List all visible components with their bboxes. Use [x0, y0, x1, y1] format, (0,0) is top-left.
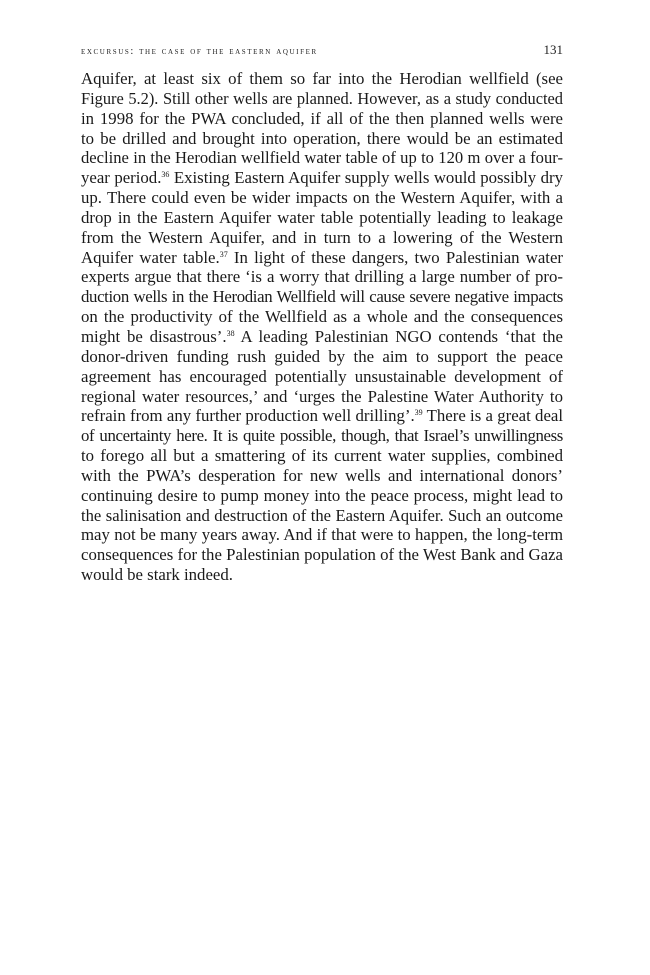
text-line: duction wells in the Herodian Wellfield will cause severe negative impacts: [81, 287, 563, 307]
text-line: up. There could even be wider impacts on the Western Aquifer, with a: [81, 188, 563, 208]
running-head: [81, 42, 563, 58]
text-line: from the Western Aquifer, and in turn to a lowering of the Western: [81, 227, 563, 247]
text-line: agreement has encouraged potentially unsustainable development of: [81, 366, 563, 386]
footnote-marker: 36: [161, 170, 170, 180]
text-line: might be disastrous’.$^{38}$ A leading Palestinian NGO contends ‘that the: [81, 326, 563, 346]
text-line: drop in the Eastern Aquifer water table potentially leading to leakage: [81, 207, 563, 227]
body-paragraph: [81, 69, 563, 585]
text-line: experts argue that there ‘is a worry that drilling a large number of pro-: [81, 267, 563, 287]
text-line: may not be many years away. And if that were to happen, the long-term: [81, 525, 563, 545]
text-line: would be stark indeed.: [81, 565, 233, 585]
running-head-title: excursus: the case of the eastern aquifer: [81, 46, 318, 57]
footnote-marker: 37: [219, 249, 228, 259]
text-line: the salinisation and destruction of the Eastern Aquifer. Such an outcome: [81, 505, 563, 525]
text-line: Aquifer water table.$^{37}$ In light of these dangers, two Palestinian water: [81, 247, 564, 267]
text-line: refrain from any further production well drilling’.$^{39}$ There is a great deal: [81, 406, 563, 426]
text-line: in 1998 for the PWA concluded, if all of the then planned wells were: [81, 108, 563, 128]
text-line: donor-driven funding rush guided by the aim to support the peace: [81, 346, 563, 366]
text-line: to be drilled and brought into operation, there would be an estimated: [81, 128, 563, 148]
text-line: year period.$^{36}$ Existing Eastern Aquifer supply wells would possibly dry: [81, 168, 563, 188]
text-line: to forego all but a smattering of its current water supplies, combined: [81, 446, 563, 466]
text-line: Figure 5.2). Still other wells are planned. However, as a study conducted: [81, 88, 563, 108]
text-line: consequences for the Palestinian population of the West Bank and Gaza: [81, 545, 563, 565]
text-line: of uncertainty here. It is quite possible, though, that Israel’s unwillingness: [81, 426, 563, 446]
footnote-marker: 38: [226, 328, 235, 338]
text-line: with the PWA’s desperation for new wells and international donors’: [81, 465, 563, 485]
text-line: continuing desire to pump money into the peace process, might lead to: [81, 485, 563, 505]
text-line: Aquifer, at least six of them so far into the Herodian wellfield (see: [81, 69, 563, 88]
footnote-marker: 39: [414, 408, 423, 418]
text-line: decline in the Herodian wellfield water table of up to 120 m over a four-: [81, 148, 563, 168]
page-number: 131: [543, 42, 563, 57]
text-line: regional water resources,’ and ‘urges the Palestine Water Authority to: [81, 386, 563, 406]
text-line: on the productivity of the Wellfield as a whole and the consequences: [81, 307, 563, 327]
